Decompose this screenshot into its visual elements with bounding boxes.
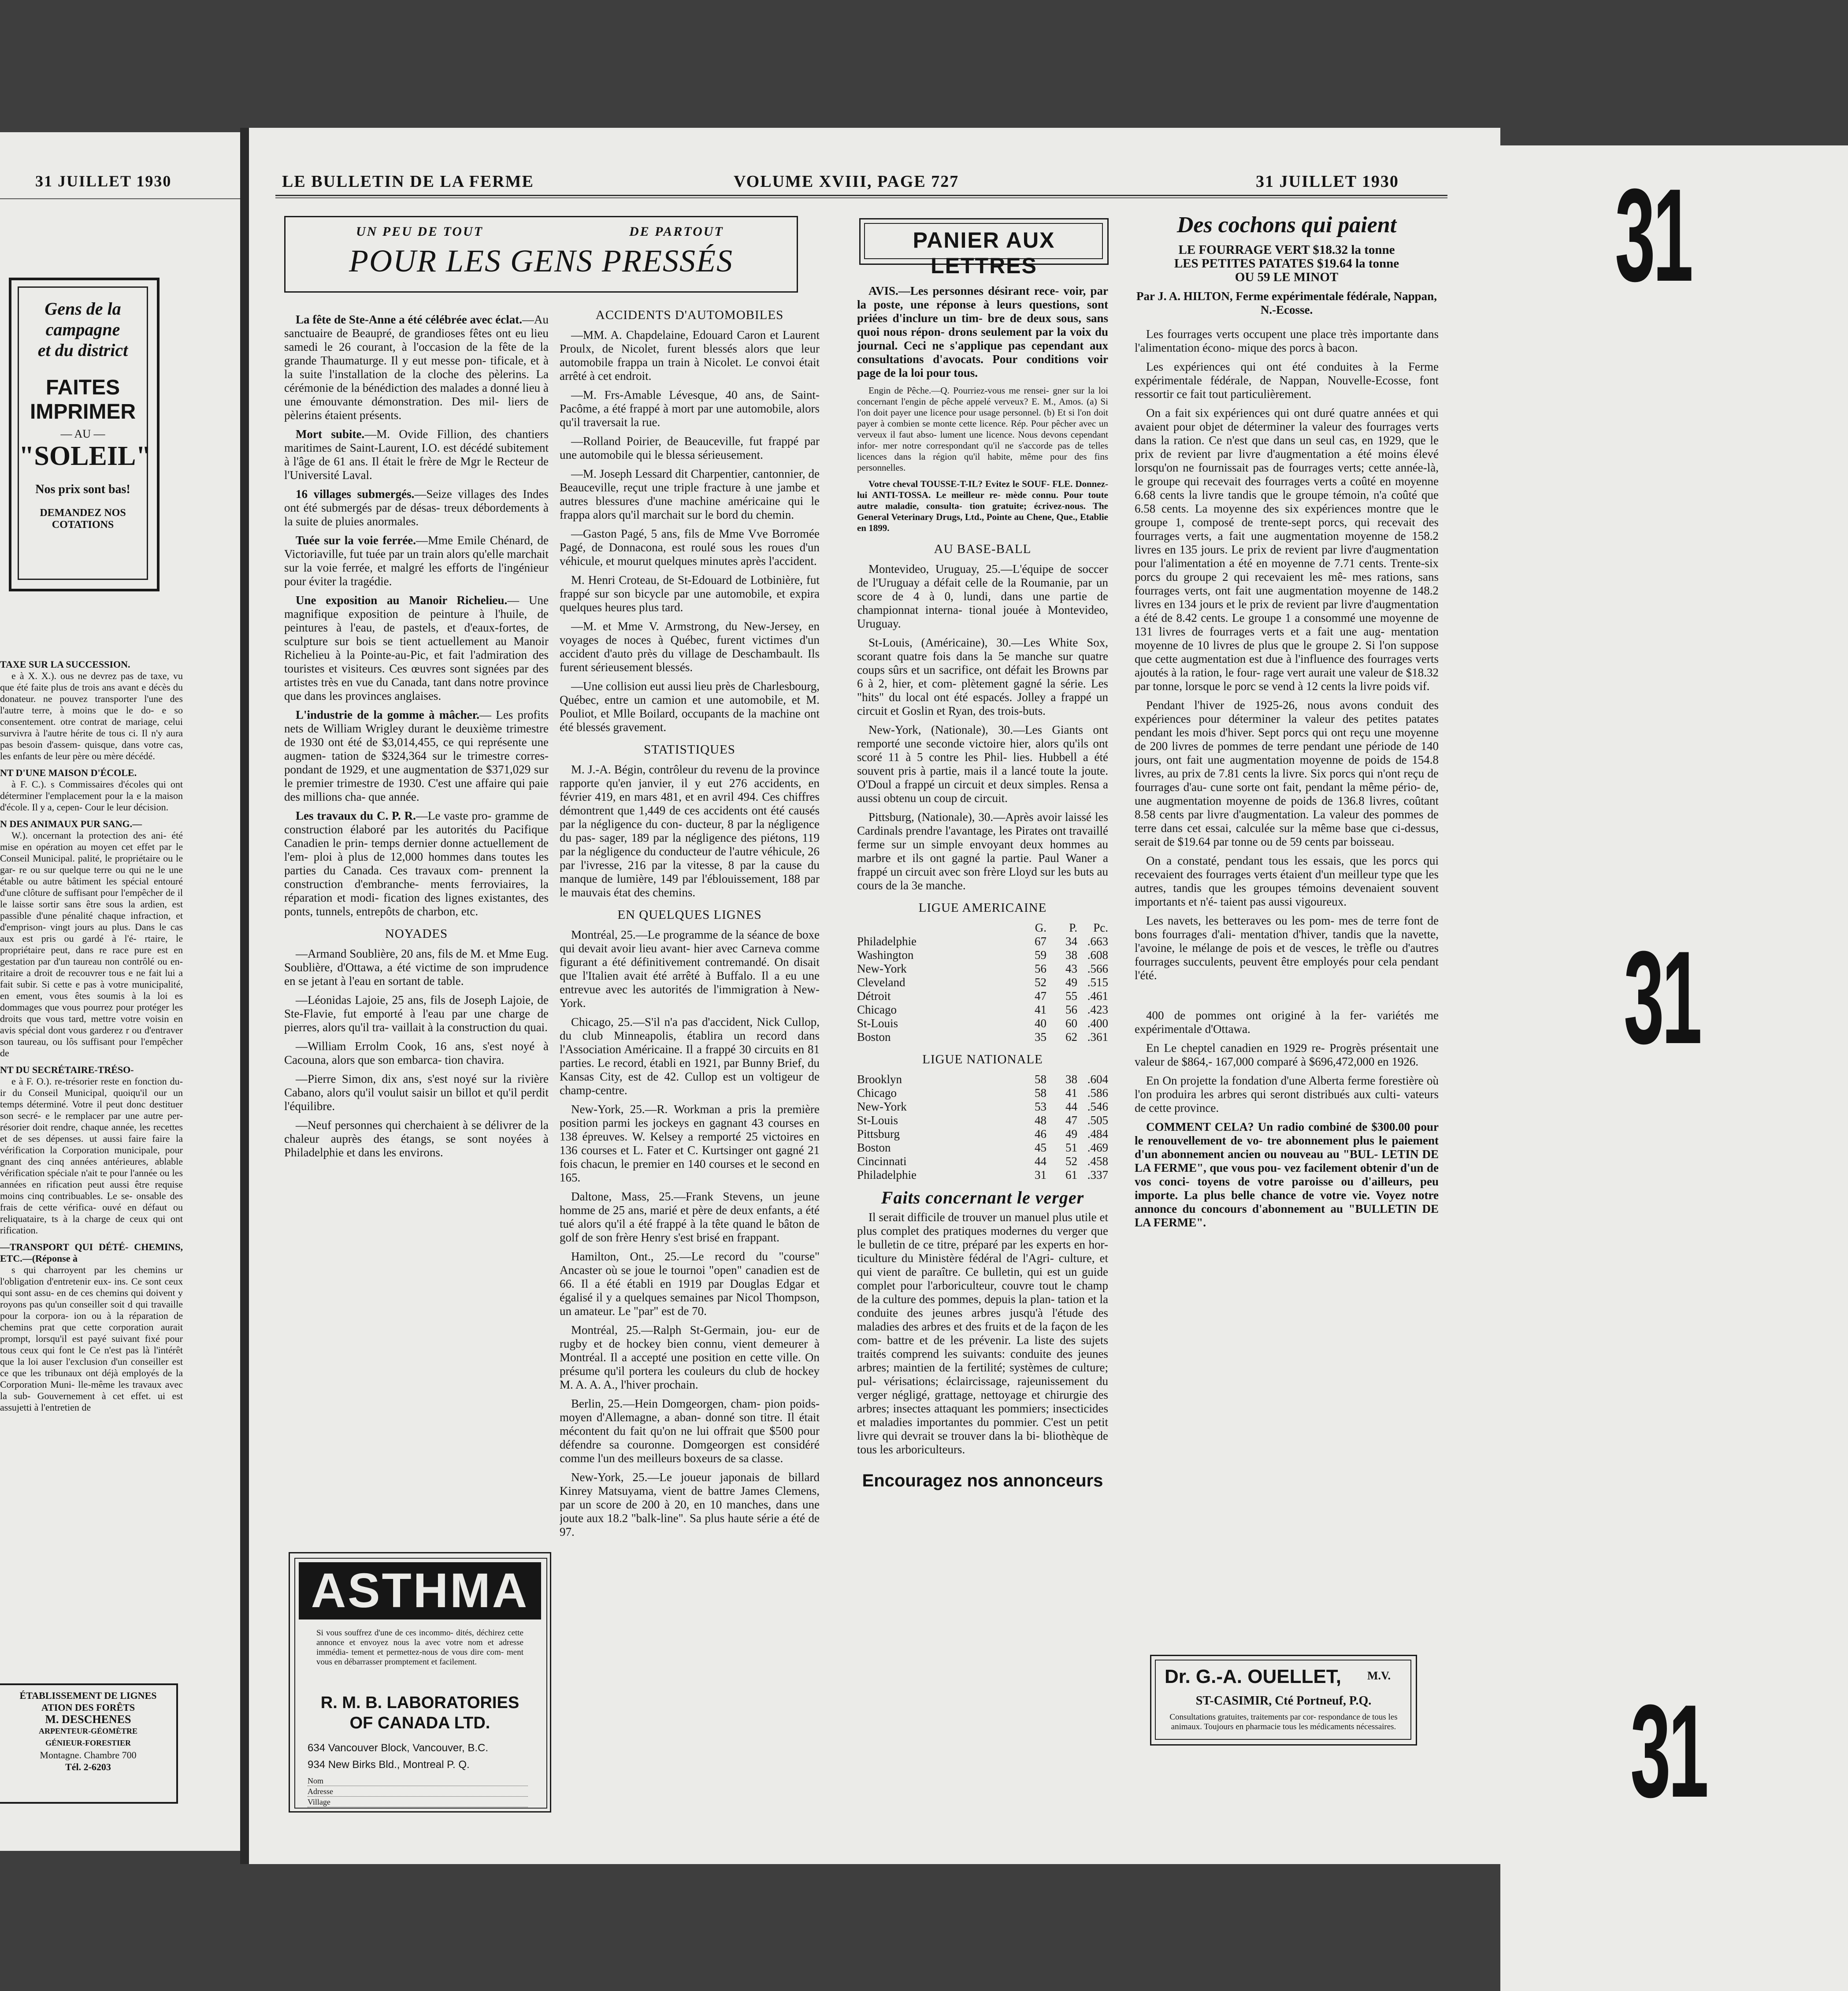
brief-item: 400 de pommes ont originé à la fer- variétés me expérimentale d'Ottawa.	[1135, 1009, 1439, 1036]
ouellet-place: ST-CASIMIR, Cté Portneuf, P.Q.	[1195, 1694, 1372, 1708]
noyades-heading: NOYADES	[385, 927, 448, 941]
news-item: —M. Joseph Lessard dit Charpentier, cantonnier, de Beauceville, reçut une triple fracture à une jambe et autres blessures d'une machine américaine qui le frappa alors qu'il marchait sur le bord du chemin.	[560, 467, 820, 521]
table-row: Détroit 47 55 .461	[857, 989, 1108, 1003]
column-1	[284, 313, 549, 1538]
encouragez-slogan: Encouragez nos annonceurs	[862, 1471, 1103, 1490]
header-center: VOLUME XVIII, PAGE 727	[734, 172, 959, 191]
gutter-shadow	[240, 128, 249, 1864]
accidents-heading: ACCIDENTS D'AUTOMOBILES	[595, 308, 784, 322]
banner-small-left: UN PEU DE TOUT	[356, 224, 483, 239]
article-paragraph: Pendant l'hiver de 1925-26, nous avons conduit des expériences pour déterminer la valeur des petites patates pendant les mois d'hiver. Sept porcs qui ont reçu une moyenne de 200 livres de pommes de terre pendant une période de 140 jours, ont fait une augmentation moyenne de poids de 154.8 livres, au prix de 7.81 cents la livre. Six porcs qui n'ont reçu de fourrages d'au- cune sorte ont fait, pendant la même pério- de, une augmentation moyenne de poids de 136.8 livres, coûtant 8.58 cents par livre d'augmentation. La valeur des pommes de terre dans cet essai, calculée sur la même base que ci-dessus, serait de $19.64 par tonne ou de 59 cents par boisseau.	[1135, 698, 1439, 848]
news-item: St-Louis, (Américaine), 30.—Les White Sox, scorant quatre fois dans la 5e manche sur quatre coups sûrs et un sacrifice, ont défait les Browns par 6 à 2, hier, et com- plètement gagné la série. Les "hits" du local ont été espacés. Jolley a frappé un circuit et Goslin et Ryan, des trois-buts.	[857, 636, 1108, 717]
news-item: Berlin, 25.—Hein Domgeorgen, cham- pion poids-moyen d'Allemagne, a aban- donné son titre. Il était mécontent du fait qu'on ne lui offrait que $500 pour défendre sa couronne. Domgeorgen est considéré comme l'un des meilleurs boxeurs de sa classe.	[560, 1397, 820, 1465]
news-item: Montréal, 25.—Ralph St-Germain, jou- eur de rugby et de hockey bien connu, vient demeurer à Montréal. Il a accepté une position en cette ville. On présume qu'il portera les couleurs du club de hockey M. A. A. A., l'hiver prochain.	[560, 1323, 820, 1391]
verger-heading: Faits concernant le verger	[881, 1188, 1084, 1207]
cochons-byline: Par J. A. HILTON, Ferme expérimentale fédérale, Nappan, N.-Ecosse.	[1136, 290, 1437, 316]
header-right: 31 JUILLET 1930	[1256, 172, 1399, 191]
asthma-company-2: OF CANADA LTD.	[349, 1714, 490, 1732]
ouellet-text: Consultations gratuites, traitements par cor- respondance de tous les animaux. Toujours en pharmacie tous les médicaments nécessaires.	[1169, 1712, 1398, 1731]
panier-heading: PANIER AUX LETTRES	[859, 218, 1109, 265]
cochons-title: Des cochons qui paient	[1176, 212, 1397, 238]
cochons-sub-3: OU 59 LE MINOT	[1235, 270, 1339, 284]
news-item: Montevideo, Uruguay, 25.—L'équipe de soccer de l'Uruguay a défait celle de la Roumanie, par un score de 4 à 0, lundi, dans une partie de championnat interna- tional jouée à Montevideo, Uruguay.	[857, 562, 1108, 630]
main-page	[249, 128, 1500, 1864]
column-2	[560, 308, 820, 1763]
baseball-heading: AU BASE-BALL	[934, 542, 1032, 556]
deschenes-ad: ÉTABLISSEMENT DE LIGNES ATION DES FORÊTS M. DESCHENES ARPENTEUR-GÉOMÈTRE GÉNIEUR-FORESTIER Montagne. Chambre 700 Tél. 2-6203	[0, 1683, 178, 1804]
soleil-ad-line5: IMPRIMER	[30, 400, 136, 423]
news-item: —Léonidas Lajoie, 25 ans, fils de Joseph Lajoie, de Ste-Flavie, fut emporté à l'eau par une charge de pierres, alors qu'il tra- vaillait à la construction du quai.	[284, 993, 549, 1034]
fragment: NT D'UNE MAISON D'ÉCOLE. à F. C.). s Commissaires d'écoles qui ont déterminer l'emplacement pour la e la maison d'école. Il y a, cepen- Cour le leur décision.	[0, 767, 183, 813]
avis-text: AVIS.—Les personnes désirant rece- voir, par la poste, une réponse à leurs questions, sont priées d'inclure un tim- bre de deux sous, sans quoi nous répon- drons seulement par la voix du journal. Ceci ne s'applique pas cependant aux consultations d'avocats. Pour conditions voir page de la loi pour tous.	[857, 284, 1108, 379]
banner-small-right: DE PARTOUT	[629, 224, 724, 239]
asthma-ad	[289, 1552, 551, 1813]
left-page-date: 31 JUILLET 1930	[35, 172, 172, 190]
column-4	[1135, 212, 1439, 1745]
stats-text: M. J.-A. Bégin, contrôleur du revenu de la province rapporte qu'en janvier, il y eut 276 accidents, en février 419, en mars 481, et en avril 494. Ces chiffres démontrent que 1,449 de ces accidents ont été causés par la négligence du con- ducteur, 8 par la négligence du pas- sager, 189 par la négligence des piétons, 119 par la négligence du conducteur de l'autre véhicule, 26 par l'ivresse, 216 par la vitesse, 8 par la cause du manque de lumière, 149 par l'éblouissement, 188 par le mauvais état des chemins.	[560, 763, 820, 899]
table-row: Philadelphie 31 61 .337	[857, 1168, 1108, 1181]
news-item: M. Henri Croteau, de St-Edouard de Lotbinière, fut frappé sur son bicycle par une automobile, et expira quelques heures plus tard.	[560, 573, 820, 614]
column-3	[857, 284, 1108, 1761]
ouellet-title: M.V.	[1367, 1669, 1391, 1682]
news-item: New-York, 25.—R. Workman a pris la première position parmi les jockeys en gagnant 43 courses en 138 épreuves. W. Kelsey a remporté 25 victoires en 136 courses et L. Fater et C. Kurtsinger ont gagné 21 fois chacun, le premier en 140 courses et le second en 165.	[560, 1103, 820, 1184]
news-item: Chicago, 25.—S'il n'a pas d'accident, Nick Cullop, du club Minneapolis, établira un record dans l'Association Américaine. Il a frappé 30 circuits en 81 parties. Le record, établi en 1921, par Bunny Brief, du Kansas City, est de 42. Cullop est un voltigeur de champ-centre.	[560, 1015, 820, 1097]
fragment: —TRANSPORT QUI DÉTÉ- CHEMINS, ETC.—(Réponse à s qui charroyent par les chemins ur l'obligation d'entretenir eux- ins. Ce sont ceux qui sont assu- en de ces chemins qui doivent y royons pas qu'un conseiller soit d qui travaille pour la corpora- ion ou à la réparation de chemins prat que cette corporation aurait prompt, lorsqu'il est payé suivant fixé pour tous ceux qui font le Ce n'est pas là l'intérêt que la loi auser l'exclusion d'un conseiller est ce que les tribunaux ont déjà employés de la Corporation Muni- lle-même les travaux avec la sub- Gouvernement à cet effet. ui est assujetti à l'entretien de	[0, 1241, 183, 1413]
news-item: —Armand Soublière, 20 ans, fils de M. et Mme Eug. Soublière, d'Ottawa, a été victime de son imprudence en se jetant à l'eau en sortant de table.	[284, 947, 549, 988]
asthma-field-village[interactable]: Village	[308, 1798, 528, 1807]
frame-marker: 31	[1624, 923, 1700, 1071]
table-row: Boston 45 51 .469	[857, 1141, 1108, 1154]
table-row: Brooklyn 58 38 .604	[857, 1073, 1108, 1086]
news-item: —Neuf personnes qui cherchaient à se délivrer de la chaleur auprès des étangs, se sont noyées à Philadelphie et dans les environs.	[284, 1118, 549, 1159]
radio-promo: COMMENT CELA? Un radio combiné de $300.00 pour le renouvellement de vo- tre abonnement plus le paiement d'un abonnement ancien ou nouveau au "BUL- LETIN DE LA FERME", que vous pou- vez facilement obtenir d'un de vos conci- toyens de votre paroisse ou d'ailleurs, peu importe. La plus belle chance de votre vie. Voyez notre annonce du concours d'abonnement au "BULLETIN DE LA FERME".	[1135, 1120, 1439, 1229]
news-item: Une exposition au Manoir Richelieu.— Une magnifique exposition de peinture à l'huile, de peintures à l'eau, de pastels, et d'eaux-fortes, de sculpture sur bois se tient actuellement au Manoir Richelieu à la Pointe-au-Pic, et fait l'admiration des touristes et visiteurs. Ces œuvres sont signées par des artistes très en vue du Canada, tant dans notre province que dans les provinces anglaises.	[284, 594, 549, 702]
news-item: Montréal, 25.—Le programme de la séance de boxe qui devait avoir lieu avant- hier avec Carneva comme figurant a été définitivement contremandé. On disait que l'Italien avait été arrêté à Buffalo. Il a eu une entrevue avec les autorités de l'immigration à New-York.	[560, 928, 820, 1010]
stats-heading: STATISTIQUES	[644, 743, 735, 757]
news-item: —M. et Mme V. Armstrong, du New-Jersey, en voyages de noces à Québec, furent victimes d'un accident d'auto près du village de Deschambault. Ils furent sérieusement blessés.	[560, 620, 820, 674]
news-item: —Rolland Poirier, de Beauceville, fut frappé par une automobile qui le blessa sérieusement.	[560, 435, 820, 461]
news-item: Tuée sur la voie ferrée.—Mme Emile Chénard, de Victoriaville, fut tuée par un train alors qu'elle marchait sur la voie ferrée, et malgré les efforts de l'ingénieur pour éviter la tragédie.	[284, 534, 549, 588]
asthma-field-adresse[interactable]: Adresse	[308, 1787, 528, 1797]
news-item: L'industrie de la gomme à mâcher.— Les profits nets de William Wrigley durant le deuxième trimestre de 1930 ont été de $3,014,455, ce qui représente une augmen- tation de $324,364 sur le trimestre corres- pondant de 1929, et une augmentation de $371,029 sur le premier trimestre de 1930. C'est une affaire qui paie des millions cha- que année.	[284, 708, 549, 803]
soleil-ad-line4: FAITES	[45, 376, 120, 399]
soleil-ad-line1: Gens de la	[45, 299, 121, 319]
standings-table-nationale	[857, 1073, 1108, 1182]
table-row: Chicago 58 41 .586	[857, 1086, 1108, 1100]
table-row: Cincinnati 44 52 .458	[857, 1155, 1108, 1168]
left-page	[0, 132, 240, 1851]
table-row: Boston 35 62 .361	[857, 1030, 1108, 1044]
article-paragraph: Les expériences qui ont été conduites à la Ferme expérimentale fédérale, de Nappan, Nouvelle-Ecosse, font ressortir ce fait tout particulièrement.	[1135, 360, 1439, 401]
news-item: Pittsburg, (Nationale), 30.—Après avoir laissé les Cardinals prendre l'avantage, les Pirates ont travaillé ferme sur un simple envoyant deux hommes au marbre et ils ont gagné la partie. Paul Waner a frappé un circuit avec son frère Lloyd sur les buts au cours de la 3e manche.	[857, 810, 1108, 892]
lignes-heading: EN QUELQUES LIGNES	[617, 908, 762, 922]
standings-table-americaine: G. P. Pc. Philadelphie 67 34 .663 Washington 59 38 .608 New-York 56 43 .566 Cleveland 52 49 .515 Détroit 47 55 .461 Chicago 41 56 .423 St-Louis 40 60 .400 Boston 35 62 .361	[857, 921, 1108, 1044]
frame-marker: 31	[1615, 161, 1691, 309]
table-row: Cleveland 52 49 .515	[857, 976, 1108, 989]
table-row: Pittsburg 46 49 .484	[857, 1127, 1108, 1140]
left-page-fragments	[0, 659, 183, 1681]
news-item: —Une collision eut aussi lieu près de Charlesbourg, Québec, entre un camion et une automobile, et M. Pouliot, et Mlle Boilard, occupants de la machine ont été blessés gravement.	[560, 680, 820, 734]
asthma-address-2: 934 New Birks Bld., Montreal P. Q.	[308, 1759, 470, 1771]
asthma-title: ASTHMA	[299, 1562, 541, 1620]
fragment: NT DU SECRÉTAIRE-TRÉSO- e à F. O.). re-trésorier reste en fonction du- ir du Conseil Municipal, quoiqu'il our un temps déterminé. Votre il peut donc destituer son secré- e le remplacer par une autre per- résorier doit rendre, chaque année, les recettes et de ses dépenses. ut aussi faire faire la vérification la Corporation municipale, pour gnant des cinq années antérieures, ablable vérification spéciale n'ait te pour l'année ou les années en rification peut aussi être requise moins cinq contribuables. Le se- onsable des frais de cette vérifica- ouvé en défaut ou reliquataire, ts à la charge de ceux qui ont rification.	[0, 1064, 183, 1236]
soleil-ad-line8: Nos prix sont bas!	[35, 483, 130, 496]
frame-marker: 31	[1630, 1677, 1707, 1825]
news-item: Les travaux du C. P. R.—Le vaste pro- gramme de construction élaboré par les autorités du Pacifique Canadien le prin- temps dernier donne actuellement de l'em- ploi à plus de 12,000 hommes dans toutes les parties du Canada. Ces travaux com- prennent la construction d'embranche- ments ferroviaires, la réparation et modi- fication des lignes existantes, des ponts, tunnels, entrepôts de charbon, etc.	[284, 809, 549, 918]
fragment: TAXE SUR LA SUCCESSION. e à X. X.). ous ne devrez pas de taxe, vu que été faite plus de trois ans avant e décès du donateur. ne pouvez transporter l'une des l'autre terre, à moins que le do- e so consentement. otre contrat de mariage, celui survivra à l'autre hérite de tous ci. Il n'y aura pas besoin d'assem- quisque, dans votre cas, les enfants de leur père ou mère décédé.	[0, 659, 183, 761]
news-item: 16 villages submergés.—Seize villages des Indes ont été submergés par de désas- treux débordements à la suite de pluies anormales.	[284, 487, 549, 528]
soleil-ad-line6: — AU —	[60, 427, 105, 440]
header-left: LE BULLETIN DE LA FERME	[282, 172, 534, 191]
asthma-company-1: R. M. B. LABORATORIES	[320, 1694, 520, 1712]
asthma-body: Si vous souffrez d'une de ces incommo- dités, déchirez cette annonce et envoyez nous la avec votre nom et adresse immédia- tement et permettez-nous de vous dire com- ment vous en débarrasser promptement et facilement.	[316, 1628, 523, 1667]
news-item: Hamilton, Ont., 25.—Le record du "course" Ancaster où se joue le tournoi "open" canadien est de 66. Il a été établi en 1919 par Douglas Edgar et égalisé il y a quelques semaines par Nicol Thompson, un amateur. Le "par" est de 70.	[560, 1250, 820, 1318]
ouellet-ad	[1150, 1655, 1417, 1746]
news-item: New-York, 25.—Le joueur japonais de billard Kinrey Matsuyama, vient de battre James Clemens, par un score de 200 à 20, en 10 manches, dans une joute aux 18.2 "balk-line". Sa plus haute série a été de 97.	[560, 1471, 820, 1538]
article-paragraph: Les fourrages verts occupent une place très importante dans l'alimentation écono- mique des porcs à bacon.	[1135, 327, 1439, 354]
brief-item: En On projette la fondation d'une Alberta ferme forestière où l'on produira les arbres qui seront distribués aux culti- vateurs de cette province.	[1135, 1074, 1439, 1114]
table-row: Chicago 41 56 .423	[857, 1003, 1108, 1016]
asthma-address-1: 634 Vancouver Block, Vancouver, B.C.	[308, 1742, 489, 1754]
soleil-ad-line2: campagne	[45, 319, 120, 339]
news-item: La fête de Ste-Anne a été célébrée avec éclat.—Au sanctuaire de Beaupré, de grandioses fêtes ont eu lieu samedi le 26 courant, à l'occasion de la fête de la grande Thaumaturge. Il y eut messe pon- tificale, et à la suite l'installation de la cloche des pèlerins. La cérémonie de la bénédiction des malades a donné lieu à une émouvante démonstration. Des mil- liers de pèlerins étaient présents.	[284, 313, 549, 422]
news-item: Daltone, Mass, 25.—Frank Stevens, un jeune homme de 25 ans, marié et père de deux enfants, a été tué alors qu'il a été frappé à la tête quand le bâton de golf de son frère Henry s'est brisé en frappant.	[560, 1190, 820, 1244]
ligue-nationale-heading: LIGUE NATIONALE	[922, 1052, 1043, 1066]
brief-item: En Le cheptel canadien en 1929 re- Progrès présentait une valeur de $864,- 167,000 comparé à $696,472,000 en 1926.	[1135, 1041, 1439, 1068]
cochons-sub-2: LES PETITES PATATES $19.64 la tonne	[1174, 256, 1399, 271]
banner	[284, 216, 798, 293]
fragment: N DES ANIMAUX PUR SANG.— W.). oncernant la protection des ani- été mise en opération au moyen cet effet par le Conseil Municipal. palité, le propriétaire ou le gar- re ou sur quelque terre ou qui ne le une étable ou autre bâtiment les spécial entouré d'une clôture de suffisant pour l'empêcher de il le laisse sortir sans être sous la ardien, est passible d'une pénalité chaque infraction, et d'emprison- vingt jours au plus. Dans le cas aux est pris ou gardé à l'é- rtaire, le propriétaire peut, dans re race pure est en gestation par d'un taureau non contrôlé ou en- ritaire a droit de recouvrer tous e ne fait lui a fait subir. Si cette e pas à votre municipalité, en ement, vous êtes soumis à la loi es dommages que vous pourrez pour protéger les droits que vous tard, mettre votre voisin en avis spécial dont vous garderez r ou d'entraver son taureau, ou lôs suffisant pour l'empêcher de	[0, 818, 183, 1059]
news-item: —Gaston Pagé, 5 ans, fils de Mme Vve Borromée Pagé, de Donnacona, est roulé sous les roues d'un véhicule, et mourut quelques minutes après l'accident.	[560, 527, 820, 568]
verger-text: Il serait difficile de trouver un manuel plus utile et plus complet des pratiques modernes du verger que le bulletin de ce titre, préparé par les experts en hor- ticulture du Ministère fédéral de l'Agri- culture, et qui vient de paraître. Ce bulletin, qui est un guide complet pour l'arboriculteur, couvre tout le champ de la culture des pommes, depuis la plan- tation et la conduite des jeunes arbres jusqu'à l'étude des maladies des arbres et des fruits et de la façon de les com- battre et de les prévenir. La liste des sujets traités comprend les suivants: conduite des jeunes arbres; maintien de la fertilité; systèmes de culture; pul- vérisations; éclaircissage, rajeunissement du verger négligé, grattage, nettoyage et chirurgie des arbres; insectes attaquant les pommiers; insecticides et maladies importantes du pommier. C'est un petit livre qui devrait se trouver dans la bi- bliothèque de tous les arboriculteurs.	[857, 1211, 1108, 1456]
article-paragraph: On a fait six expériences qui ont duré quatre années et qui avaient pour objet de déterminer la valeur des fourrages verts dans la ration. Ce n'est que dans un seul cas, en 1929, que le prix de revient par livre d'augmentation a été moins élevé lorsqu'on ne fournissait pas de fourrages verts; cette année-là, le groupe qui recevait des fourrages verts a coûté en moyenne 6.68 cents la livre tandis que le groupe témoin, n'a coûté que 6.58 cents. La moyenne des six expériences montre que le groupe 1, composé de trente-sept porcs, qui recevait des fourrages verts, a fait une augmentation moyenne de 158.2 livres en 135 jours. Le prix de revient par livre d'augmentation pour l'alimentation a été en moyenne de 7.71 cents. Trente-six porcs du groupe 2 qui recevaient les mê- mes rations, sans fourrages verts, ont fait une augmentation moyenne de 148.2 livres en 134 jours et le prix de revient par livre d'augmentation a été de 8.42 cents. Le groupe 1 a consommé une moyenne de 131 livres de fourrages verts et a fait une aug- mentation moyenne de 10 livres de plus que le groupe 2. Si l'on suppose que cette augmentation est due à l'influence des fourrages verts ajoutés à la ration, le four- rage vert aurait une valeur de $18.32 par tonne, lorsque le porc se vend à 12 cents la livre poids vif.	[1135, 406, 1439, 693]
table-row: Philadelphie 67 34 .663	[857, 935, 1108, 948]
news-item: New-York, (Nationale), 30.—Les Giants ont remporté une seconde victoire hier, alors qu'ils ont scoré 11 à 5 contre les Phil- lies. Hubbell a été souvent pris à partie, mais il a lancé toute la joute. O'Doul a frappé un circuit et deux simples. Rensa a aussi obtenu un coup de circuit.	[857, 723, 1108, 805]
news-item: —William Errolm Cook, 16 ans, s'est noyé à Cacouna, alors que son embarca- tion chavira.	[284, 1040, 549, 1066]
article-paragraph: On a constaté, pendant tous les essais, que les porcs qui recevaient des fourrages verts étaient d'un meilleur type que les autres, tandis que les groupes témoins devenaient souvent importants et n'é- taient pas aussi vigoureux.	[1135, 854, 1439, 908]
soleil-ad-line3: et du district	[37, 340, 128, 360]
table-row: St-Louis 48 47 .505	[857, 1114, 1108, 1127]
soleil-ad-line9: DEMANDEZ NOS COTATIONS	[40, 507, 126, 531]
cochons-sub-1: LE FOURRAGE VERT $18.32 la tonne	[1178, 243, 1395, 257]
ligue-americaine-heading: LIGUE AMERICAINE	[918, 901, 1047, 915]
news-item: —MM. A. Chapdelaine, Edouard Caron et Laurent Proulx, de Nicolet, furent blessés alors que leur automobile frappa un train à Nicolet. Le convoi était arrêté à cet endroit.	[560, 328, 820, 383]
table-row: Washington 59 38 .608	[857, 948, 1108, 962]
news-item: —M. Frs-Amable Lévesque, 40 ans, de Saint-Pacôme, a été frappé à mort par une automobile, alors qu'il traversait la rue.	[560, 388, 820, 429]
table-row: New-York 56 43 .566	[857, 962, 1108, 975]
table-row: St-Louis 40 60 .400	[857, 1017, 1108, 1030]
ouellet-name: Dr. G.-A. OUELLET,	[1165, 1666, 1341, 1687]
news-item: —Pierre Simon, dix ans, s'est noyé sur la rivière Cabano, alors qu'il voulut saisir un billot et qu'il perdit l'équilibre.	[284, 1072, 549, 1113]
banner-title: POUR LES GENS PRESSÉS	[349, 243, 733, 279]
asthma-field-nom[interactable]: Nom	[308, 1776, 528, 1786]
table-row: New-York 53 44 .546	[857, 1100, 1108, 1113]
cheval-ad: Votre cheval TOUSSE-T-IL? Evitez le SOUF- FLE. Donnez-lui ANTI-TOSSA. Le meilleur re- mède connu. Pour toute autre maladie, consulta- tion gratuite; écrivez-nous. The General Veterinary Drugs, Ltd., Pointe au Chene, Que., Etablie en 1899.	[857, 479, 1108, 533]
news-item: Mort subite.—M. Ovide Fillion, des chantiers maritimes de Saint-Laurent, I.O. est décédé subitement à l'âge de 61 ans. Il était le frère de Mgr le Recteur de l'Université Laval.	[284, 427, 549, 482]
peche-text: Engin de Pêche.—Q. Pourriez-vous me rensei- gner sur la loi concernant l'engin de pêche appelé verveux? E. M., Amos. (a) Si l'on doit payer une licence pour usage personnel. (b) Et si l'on doit payer à combien se monte cette licence. Rép. Pour pêcher avec un verveux il faut abso- lument une licence. Nous devons cependant infor- mer notre correspondant qu'il ne s'accorde pas de telles licences dans la région qu'il habite, même pour des fins personnelles.	[857, 385, 1108, 473]
article-paragraph: Les navets, les betteraves ou les pom- mes de terre font de bons fourrages d'ali- mentation d'hiver, tandis que la navette, l'avoine, le mélange de pois et de vesces, le trèfle ou d'autres fourrages succulents, peuvent être employés pour cela pendant l'été.	[1135, 914, 1439, 982]
soleil-ad-line7: "SOLEIL"	[19, 441, 151, 471]
soleil-ad	[9, 278, 160, 591]
